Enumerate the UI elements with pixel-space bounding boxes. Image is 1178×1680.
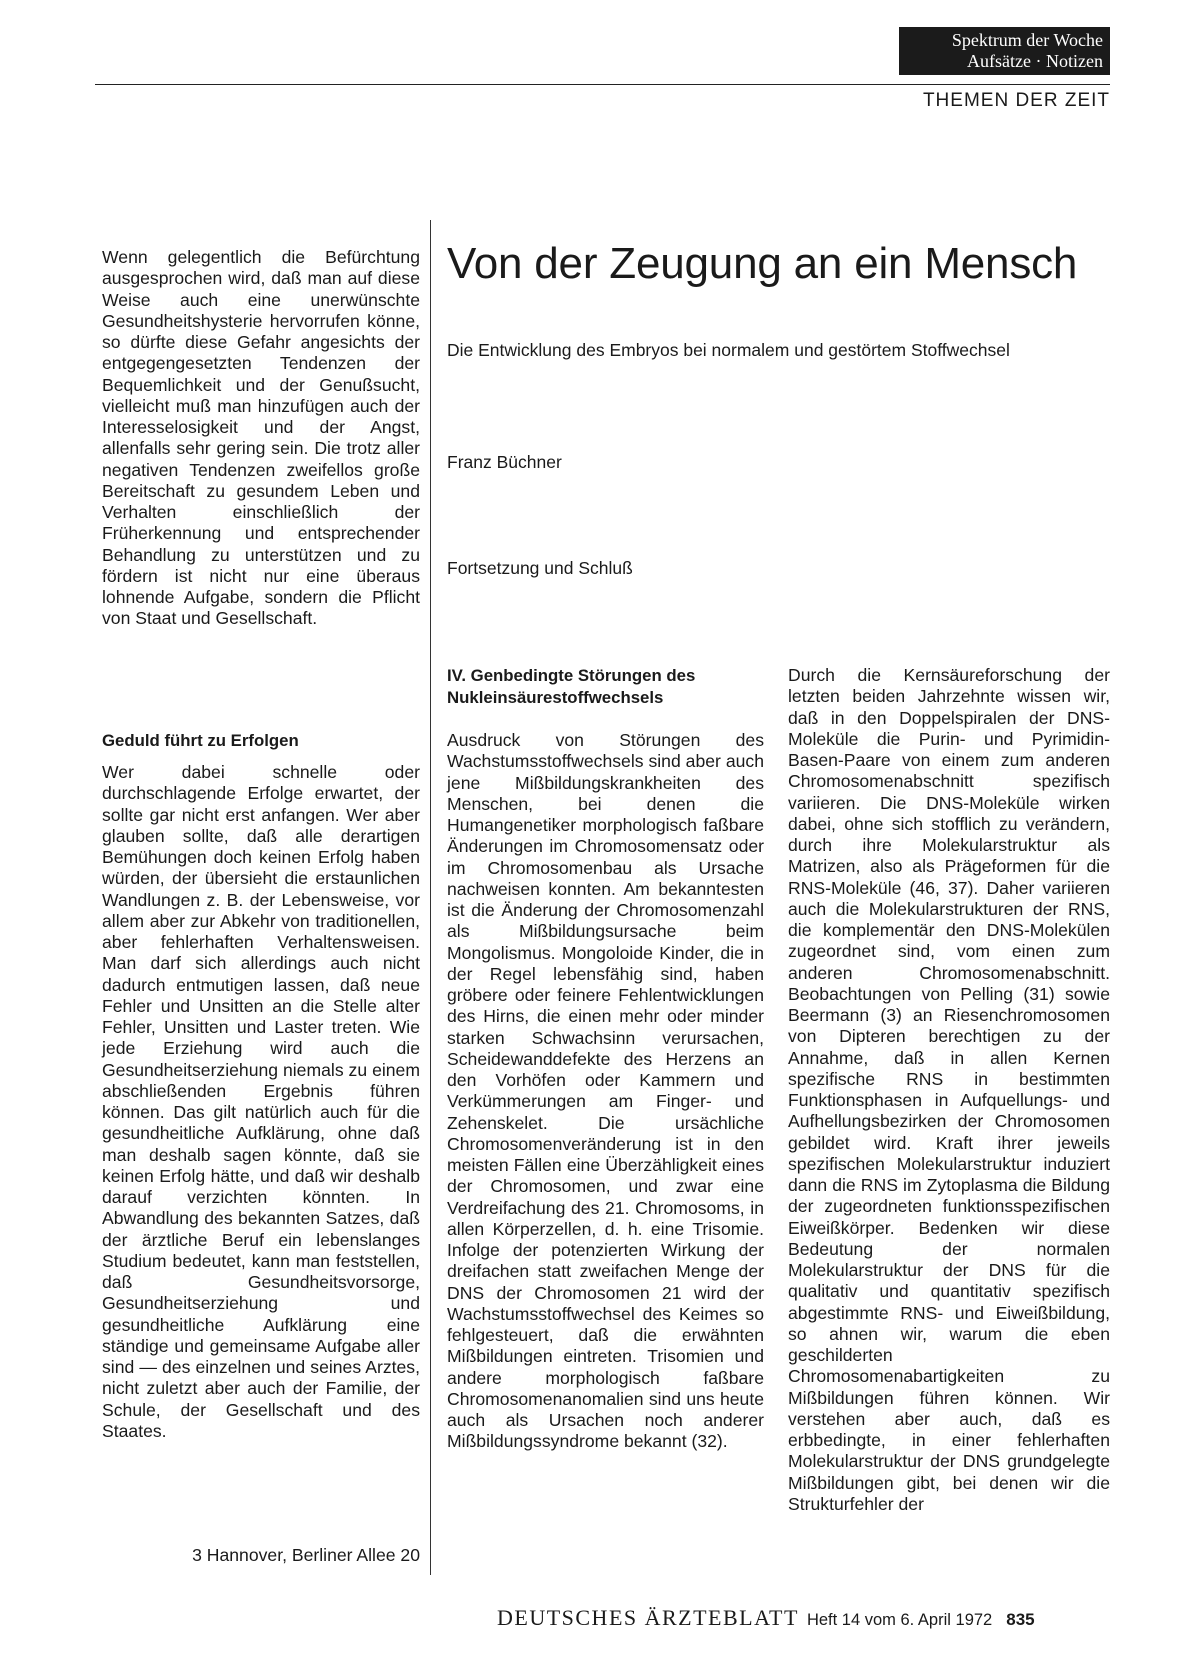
- issue-info: Heft 14 vom 6. April 1972: [806, 1611, 993, 1629]
- journal-masthead: DEUTSCHES ÄRZTEBLATT: [497, 1605, 799, 1630]
- article-subtitle: Die Entwicklung des Embryos bei normalem und gestörtem Stoffwechsel: [447, 340, 1010, 360]
- article-author: Franz Büchner: [447, 452, 562, 472]
- paragraph-text: Wenn gelegentlich die Befürchtung ausgesprochen wird, daß man auf diese Weise auch eine unerwünschte Gesundheitshysterie hervorrufen könne, so dürfte diese Gefahr angesichts der entgegengesetzten Tendenzen der Bequemlichkeit und der Genußsucht, vielleicht muß man hinzufügen auch der Interesselosigkeit und der Angst, allenfalls sehr gering sein. Die trotz aller negativen Tendenzen zweifellos große Bereitschaft zu gesundem Leben und Verhalten einschließlich der Früherkennung und entsprechender Behandlung zu unterstützen und zu fördern ist nicht nur eine überaus lohnende Aufgabe, sondern die Pflicht von Staat und Gesellschaft.: [102, 247, 420, 629]
- left-column-heading: Geduld führt zu Erfolgen: [102, 731, 299, 750]
- section-badge: [899, 27, 1110, 75]
- right-column-paragraph: [788, 665, 1110, 1515]
- section-label: THEMEN DER ZEIT: [922, 90, 1110, 111]
- header-rule: [95, 84, 1110, 85]
- paragraph-text: Ausdruck von Störungen des Wachstumsstoffwechsels sind aber auch jene Mißbildungskrankheiten des Menschen, bei denen die Humangenetiker morphologisch faßbare Änderungen im Chromosomensatz oder im Chromosomenbau als Ursache nachweisen konnten. Am bekanntesten ist die Änderung der Chromosomenzahl als Mißbildungsursache beim Mongolismus. Mongoloide Kinder, die in der Regel lebensfähig sind, haben gröbere oder feinere Fehlentwicklungen des Hirns, die einen mehr oder minder starken Schwachsinn verursachen, Scheidewanddefekte des Herzens an den Vorhöfen oder Kammern und Verkümmerungen am Finger- und Zehenskelet. Die ursächliche Chromosomenveränderung ist in den meisten Fällen eine Überzähligkeit eines der Chromosomen, und zwar eine Verdreifachung des 21. Chromosoms, in allen Körperzellen, d. h. eine Trisomie. Infolge der potenzierten Wirkung der dreifachen statt zweifachen Menge der DNS der Chromosomen 21 wird der Wachstumsstoffwechsel des Keimes so fehlgesteuert, daß die erwähnten Mißbildungen eintreten. Trisomien und andere morphologisch faßbare Chromosomenanomalien sind uns heute auch als Ursachen noch anderer Mißbildungssyndrome bekannt (32).: [447, 730, 764, 1452]
- middle-column-heading: IV. Genbedingte Störungen des Nukleinsäurestoffwechsels: [447, 666, 696, 707]
- paragraph-text: Wer dabei schnelle oder durchschlagende Erfolge erwartet, der sollte gar nicht erst anfangen. Wer aber glauben sollte, daß alle derartigen Bemühungen doch keinen Erfolg haben würden, der übersieht die erstaunlichen Wandlungen z. B. der Lebensweise, vor allem aber zur Abkehr von traditionellen, aber fehlerhaften Verhaltensweisen. Man darf sich allerdings auch nicht dadurch entmutigen lassen, daß neue Fehler und Unsitten an die Stelle alter Fehler, Unsitten und Laster treten. Wie jede Erziehung wird auch die Gesundheitserziehung niemals zu einem abschließenden Ergebnis führen können. Das gilt natürlich auch für die gesundheitliche Aufklärung, ohne daß man deshalb sagen könnte, daß sie keinen Erfolg hätte, und daß wir deshalb darauf verzichten könnten. In Abwandlung des bekannten Satzes, daß der ärztliche Beruf ein lebenslanges Studium bedeutet, kann man feststellen, daß Gesundheitsvorsorge, Gesundheitserziehung und gesundheitliche Aufklärung eine ständige und gemeinsame Aufgabe aller sind — des einzelnen und seines Arztes, nicht zuletzt aber auch der Familie, der Schule, der Gesellschaft und des Staates.: [102, 762, 420, 1441]
- article-title: Von der Zeugung an ein Mensch: [447, 239, 1078, 288]
- page-footer: [497, 1605, 1035, 1631]
- left-column-paragraph-2: [102, 762, 420, 1442]
- column-divider: [430, 220, 431, 1575]
- page-number: 835: [1006, 1610, 1035, 1629]
- badge-line-1: Spektrum der Woche: [951, 30, 1103, 50]
- left-column-paragraph-1: [102, 247, 420, 630]
- continuation-note: Fortsetzung und Schluß: [447, 558, 633, 578]
- middle-column-paragraph: [447, 730, 764, 1453]
- paragraph-text: Durch die Kernsäureforschung der letzten beiden Jahrzehnte wissen wir, daß in den Doppelspiralen der DNS-Moleküle die Purin- und Pyrimidin-Basen-Paare von einem zum anderen Chromosomenabschnitt spezifisch variieren. Die DNS-Moleküle wirken dabei, ohne sich stofflich zu verändern, durch ihre Molekularstruktur als Matrizen, also als Prägeformen für die RNS-Moleküle (46, 37). Daher variieren auch die Molekularstrukturen der RNS, die komplementär den DNS-Molekülen zugeordnet sind, vom einen zum anderen Chromosomenabschnitt. Beobachtungen von Pelling (31) sowie Beermann (3) an Riesenchromosomen von Dipteren berechtigen zu der Annahme, daß in allen Kernen spezifische RNS in bestimmten Funktionsphasen in Aufquellungs- und Aufhellungsbezirken der Chromosomen gebildet wird. Kraft ihrer jeweils spezifischen Molekularstruktur induziert dann die RNS im Zytoplasma die Bildung der zugeordneten funktionsspezifischen Eiweißkörper. Bedenken wir diese Bedeutung der normalen Molekularstruktur der DNS für die qualitativ und quantitativ spezifisch abgestimmte RNS- und Eiweißbildung, so ahnen wir, warum die eben geschilderten Chromosomenabartigkeiten zu Mißbildungen führen können. Wir verstehen aber auch, daß es erbbedingte, in einer fehlerhaften Molekularstruktur der DNS grundgelegte Mißbildungen gibt, bei denen wir die Strukturfehler der: [788, 665, 1110, 1514]
- badge-line-2: Aufsätze · Notizen: [967, 51, 1103, 71]
- author-address: 3 Hannover, Berliner Allee 20: [192, 1545, 420, 1565]
